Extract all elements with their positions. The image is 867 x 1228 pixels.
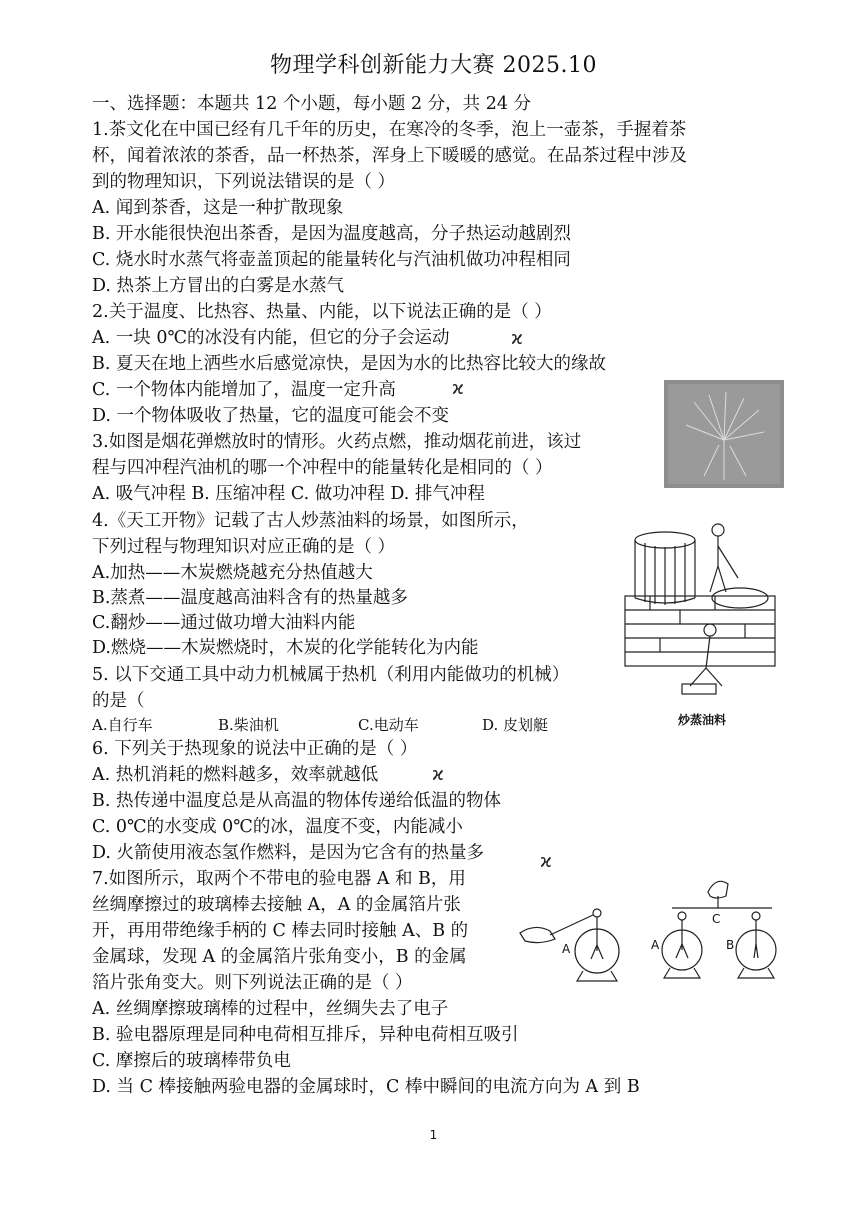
q1-stem-line: 到的物理知识，下列说法错误的是（ ） [92,172,396,192]
handwritten-cross-mark: ϰ [432,764,444,785]
q4-option-c: C.翻炒——通过做功增大油料内能 [92,613,356,633]
q6-option-a: A. 热机消耗的燃料越多，效率就越低 [92,765,379,785]
q6-option-d: D. 火箭使用液态氢作燃料，是因为它含有的热量多 [92,843,485,863]
q5-stem-line: 的是（ [92,691,145,711]
q7-option-b: B. 验电器原理是同种电荷相互排斥，异种电荷相互吸引 [92,1025,519,1045]
q6-option-b: B. 热传递中温度总是从高温的物体传递给低温的物体 [92,791,501,811]
q3-stem-line: 程与四冲程汽油机的哪一个冲程中的能量转化是相同的（ ） [92,458,553,478]
oil-steaming-caption: 炒蒸油料 [678,713,727,727]
q7-stem-line: 箔片张角变大。则下列说法正确的是（ ） [92,973,413,993]
q7-option-a: A. 丝绸摩擦玻璃棒的过程中，丝绸失去了电子 [92,999,449,1019]
q2-option-c: C. 一个物体内能增加了，温度一定升高 [92,380,396,400]
q3-stem-line: 3.如图是烟花弹燃放时的情形。火药点燃，推动烟花前进，该过 [92,432,582,452]
oil-steaming-illustration [620,518,780,708]
q2-option-b: B. 夏天在地上洒些水后感觉凉快，是因为水的比热容比较大的缘故 [92,354,606,374]
electroscope-label-a: A [562,942,571,956]
q1-option-a: A. 闻到茶香，这是一种扩散现象 [92,198,344,218]
q7-stem-line: 金属球，发现 A 的金属箔片张角变小，B 的金属 [92,947,467,967]
q2-option-d: D. 一个物体吸收了热量，它的温度可能会不变 [92,406,450,426]
section-heading: 一、选择题：本题共 12 个小题，每小题 2 分，共 24 分 [92,94,532,114]
fireworks-photo [664,380,784,488]
q7-stem-line: 开，再用带绝缘手柄的 C 棒去同时接触 A、B 的 [92,921,469,941]
electroscope-label-a2: A [651,938,660,952]
q4-stem-line: 4.《天工开物》记载了古人炒蒸油料的场景，如图所示， [92,511,529,531]
q1-stem-line: 杯，闻着浓浓的茶香，品一杯热茶，浑身上下暖暖的感觉。在品茶过程中涉及 [92,146,687,166]
q5-option-a: A.自行车 [92,716,153,734]
q1-option-b: B. 开水能很快泡出茶香，是因为温度越高，分子热运动越剧烈 [92,224,571,244]
q7-stem-line: 丝绸摩擦过的玻璃棒去接触 A，A 的金属箔片张 [92,895,461,915]
page-title: 物理学科创新能力大赛 2025.10 [270,53,597,78]
q7-option-c: C. 摩擦后的玻璃棒带负电 [92,1051,291,1071]
q1-stem-line: 1.茶文化在中国已经有几千年的历史，在寒冷的冬季，泡上一壶茶，手握着茶 [92,120,687,140]
handwritten-cross-mark: ϰ [540,851,552,872]
q4-option-a: A.加热——木炭燃烧越充分热值越大 [92,563,373,583]
q7-stem-line: 7.如图所示，取两个不带电的验电器 A 和 B，用 [92,869,466,889]
q5-option-c: C.电动车 [358,716,419,734]
q2-option-a: A. 一块 0℃的冰没有内能，但它的分子会运动 [92,328,450,348]
q6-stem: 6. 下列关于热现象的说法中正确的是（ ） [92,739,418,759]
q1-option-d: D. 热茶上方冒出的白雾是水蒸气 [92,276,345,296]
q4-stem-line: 下列过程与物理知识对应正确的是（ ） [92,537,396,557]
q4-option-d: D.燃烧——木炭燃烧时，木炭的化学能转化为内能 [92,638,479,658]
q3-options: A. 吸气冲程 B. 压缩冲程 C. 做功冲程 D. 排气冲程 [92,484,485,504]
q1-option-c: C. 烧水时水蒸气将壶盖顶起的能量转化与汽油机做功冲程相同 [92,250,571,270]
q7-option-d: D. 当 C 棒接触两验电器的金属球时，C 棒中瞬间的电流方向为 A 到 B [92,1077,640,1097]
electroscope-pair-figure [652,872,792,982]
q4-option-b: B.蒸煮——温度越高油料含有的热量越多 [92,588,408,608]
handwritten-cross-mark: ϰ [452,378,464,399]
q6-option-c: C. 0℃的水变成 0℃的冰，温度不变，内能减小 [92,817,463,837]
q5-option-b: B.柴油机 [218,716,279,734]
electroscope-label-b: B [726,938,735,952]
q5-option-d: D. 皮划艇 [482,716,549,734]
electroscope-label-c: C [712,912,721,926]
q5-stem-line: 5. 以下交通工具中动力机械属于热机（利用内能做功的机械） [92,665,570,685]
handwritten-cross-mark: ϰ [511,328,523,349]
page-number: 1 [429,1128,438,1142]
q2-stem: 2.关于温度、比热容、热量、内能，以下说法正确的是（ ） [92,302,552,322]
